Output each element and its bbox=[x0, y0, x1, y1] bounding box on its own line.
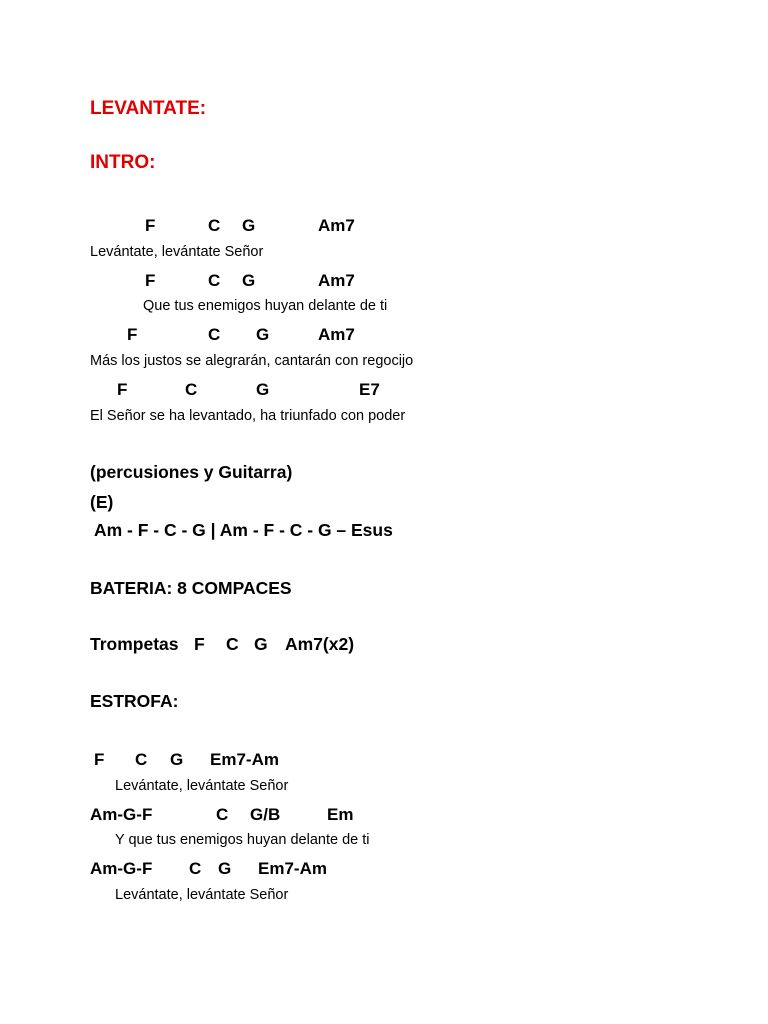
chord: F bbox=[194, 634, 205, 654]
lyric-line: Que tus enemigos huyan delante de ti bbox=[143, 298, 388, 314]
chord: G bbox=[256, 380, 270, 399]
chord: G bbox=[242, 271, 256, 290]
chord: Am-G-F bbox=[90, 859, 153, 878]
chord: Am7(x2) bbox=[285, 634, 355, 654]
chord: C bbox=[208, 271, 221, 290]
chord: Em bbox=[327, 805, 354, 824]
chord: F bbox=[117, 380, 128, 399]
chord: G bbox=[242, 216, 256, 235]
chord: G bbox=[170, 750, 184, 769]
chord: F bbox=[145, 216, 156, 235]
chord: C bbox=[135, 750, 148, 769]
chord: G bbox=[256, 325, 270, 344]
chord-progression: Am - F - C - G | Am - F - C - G – Esus bbox=[94, 520, 393, 540]
chord: E7 bbox=[359, 380, 380, 399]
chord: Am7 bbox=[318, 325, 355, 344]
chord: Am-G-F bbox=[90, 805, 153, 824]
chord: C bbox=[189, 859, 202, 878]
chord: G bbox=[218, 859, 232, 878]
chord: F bbox=[94, 750, 105, 769]
chord: G bbox=[254, 634, 268, 654]
chord: Em7-Am bbox=[258, 859, 327, 878]
estrofa-heading: ESTROFA: bbox=[90, 691, 179, 711]
lyric-line: Levántate, levántate Señor bbox=[115, 887, 289, 903]
lyric-line: El Señor se ha levantado, ha triunfado con poder bbox=[90, 408, 406, 424]
chord: Am7 bbox=[318, 271, 355, 290]
chord: C bbox=[208, 216, 221, 235]
lyric-line: Levántate, levántate Señor bbox=[115, 778, 289, 794]
song-title: LEVANTATE: bbox=[90, 98, 207, 119]
chord: C bbox=[185, 380, 198, 399]
chord: C bbox=[208, 325, 221, 344]
chord: F bbox=[145, 271, 156, 290]
intro-heading: INTRO: bbox=[90, 152, 156, 173]
chord: G/B bbox=[250, 805, 281, 824]
key-label: (E) bbox=[90, 492, 114, 512]
lyric-line: Más los justos se alegrarán, cantarán con regocijo bbox=[90, 353, 414, 369]
chord: C bbox=[226, 634, 239, 654]
trompetas-label: Trompetas bbox=[90, 634, 179, 654]
lyric-line: Levántate, levántate Señor bbox=[90, 244, 264, 260]
chord: F bbox=[127, 325, 138, 344]
chord: C bbox=[216, 805, 229, 824]
lyric-line: Y que tus enemigos huyan delante de ti bbox=[115, 832, 370, 848]
chord: Em7-Am bbox=[210, 750, 279, 769]
bateria-label: BATERIA: 8 COMPACES bbox=[90, 578, 292, 598]
interlude-label: (percusiones y Guitarra) bbox=[90, 462, 293, 482]
chord: Am7 bbox=[318, 216, 355, 235]
